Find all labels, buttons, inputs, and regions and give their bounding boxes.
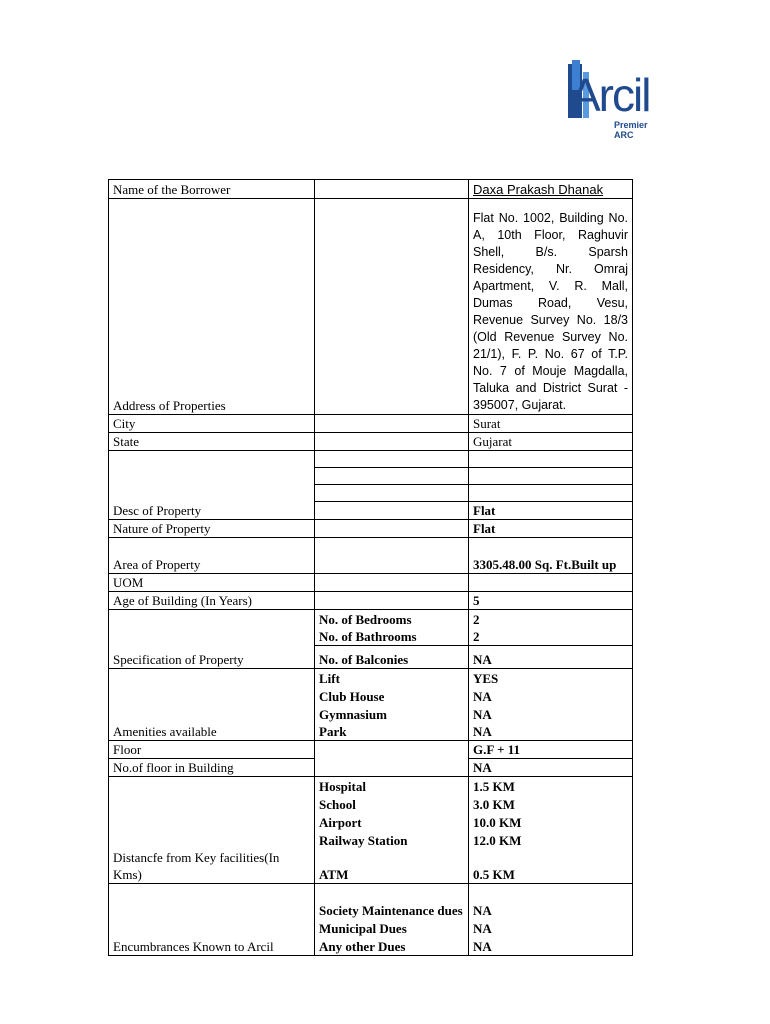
value-city: Surat: [469, 415, 633, 433]
encumbrance-value: NA: [469, 883, 633, 919]
amenity-item: Club House: [315, 687, 469, 705]
amenity-item: Park: [315, 723, 469, 741]
label-encumbrances: Encumbrances Known to Arcil: [109, 937, 315, 955]
encumbrance-item: Society Maintenance dues: [315, 883, 469, 919]
label-area: Area of Property: [109, 538, 315, 574]
label-spec: Specification of Property: [109, 646, 315, 669]
logo-tagline: Premier ARC: [614, 120, 648, 140]
spec-item: No. of Balconies: [315, 646, 469, 669]
property-details-table: [108, 179, 633, 956]
amenity-item: Lift: [315, 669, 469, 687]
amenity-value: NA: [469, 723, 633, 741]
value-floor: G.F + 11: [469, 741, 633, 759]
spec-value: 2: [469, 610, 633, 628]
spec-item: No. of Bedrooms: [315, 610, 469, 628]
encumbrance-value: NA: [469, 937, 633, 955]
distance-value: 0.5 KM: [469, 849, 633, 884]
amenity-value: NA: [469, 687, 633, 705]
value-uom: [469, 574, 633, 592]
value-borrower: Daxa Prakash Dhanak: [469, 180, 633, 199]
label-age: Age of Building (In Years): [109, 592, 315, 610]
distance-value: 10.0 KM: [469, 813, 633, 831]
label-state: State: [109, 433, 315, 451]
label-distance: Distancfe from Key facilities(In Kms): [109, 849, 315, 884]
spec-value: 2: [469, 628, 633, 646]
distance-value: 12.0 KM: [469, 831, 633, 849]
amenity-value: NA: [469, 705, 633, 723]
label-address: Address of Properties: [109, 199, 315, 415]
distance-value: 3.0 KM: [469, 795, 633, 813]
distance-value: 1.5 KM: [469, 777, 633, 795]
distance-item: Hospital: [315, 777, 469, 795]
distance-item: Railway Station: [315, 831, 469, 849]
amenity-value: YES: [469, 669, 633, 687]
distance-item: School: [315, 795, 469, 813]
value-address: Flat No. 1002, Building No. A, 10th Floor, Raghuvir Shell, B/s. Sparsh Residency, Nr. Omraj Apartment, V. R. Mall, Dumas Road, Vesu, Revenue Survey No. 18/3 (Old Revenue Survey No. 21/1), F. P. No. 67 of T.P. No. 7 of Mouje Magdalla, Taluka and District Surat - 395007, Gujarat.: [469, 199, 633, 415]
label-amenities: Amenities available: [109, 723, 315, 741]
value-area: 3305.48.00 Sq. Ft.Built up: [469, 538, 633, 574]
logo-wordmark: Arcil: [570, 69, 650, 121]
arcil-logo: [566, 60, 666, 140]
label-nature: Nature of Property: [109, 520, 315, 538]
value-state: Gujarat: [469, 433, 633, 451]
encumbrance-item: Any other Dues: [315, 937, 469, 955]
label-city: City: [109, 415, 315, 433]
label-uom: UOM: [109, 574, 315, 592]
distance-item: Airport: [315, 813, 469, 831]
spec-value: NA: [469, 646, 633, 669]
label-floors: No.of floor in Building: [109, 759, 315, 777]
encumbrance-value: NA: [469, 919, 633, 937]
label-desc: Desc of Property: [109, 502, 315, 520]
distance-item: ATM: [315, 849, 469, 884]
value-desc: Flat: [469, 502, 633, 520]
value-nature: Flat: [469, 520, 633, 538]
label-floor: Floor: [109, 741, 315, 759]
amenity-item: Gymnasium: [315, 705, 469, 723]
encumbrance-item: Municipal Dues: [315, 919, 469, 937]
value-age: 5: [469, 592, 633, 610]
label-borrower: Name of the Borrower: [109, 180, 315, 199]
spec-item: No. of Bathrooms: [315, 628, 469, 646]
value-floors: NA: [469, 759, 633, 777]
